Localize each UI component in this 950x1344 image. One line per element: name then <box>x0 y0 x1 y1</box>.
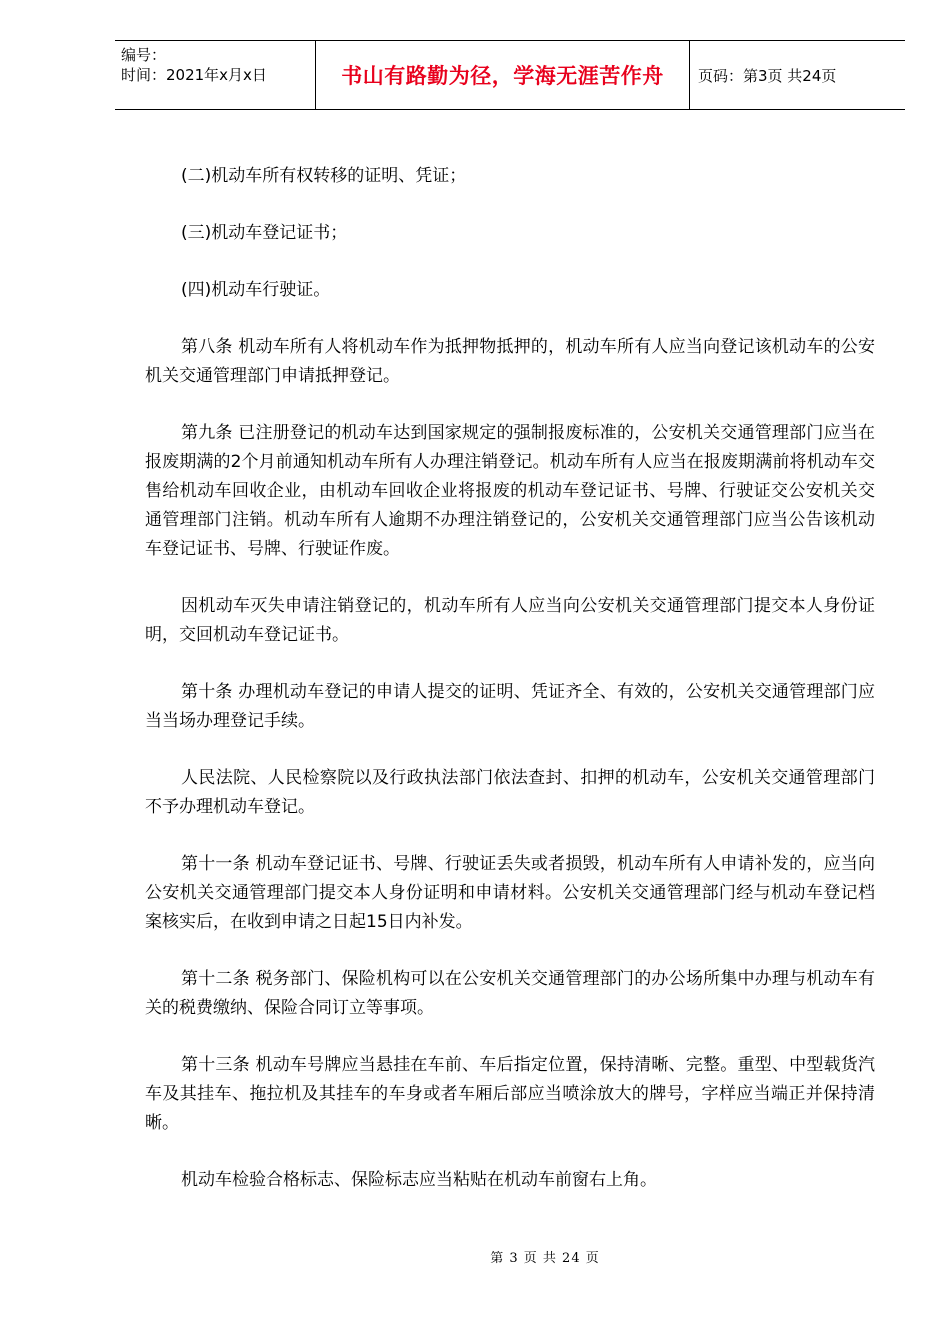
page-header <box>115 40 905 110</box>
header-motto-cell <box>316 41 690 109</box>
header-page-cell <box>690 41 905 109</box>
paragraph: (三)机动车登记证书； <box>181 223 348 243</box>
document-number-label: 编号： <box>121 46 167 64</box>
paragraph: 第十一条 机动车登记证书、号牌、行驶证丢失或者损毁，机动车所有人申请补发的，应当向公安机关交通管理部门提交本人身份证明和申请材料。公安机关交通管理部门经与机动车登记档案核实后，在收到申请之日起15日内补发。 <box>145 854 875 932</box>
paragraph: (二)机动车所有权转移的证明、凭证； <box>181 166 467 186</box>
paragraph: 第十条 办理机动车登记的申请人提交的证明、凭证齐全、有效的，公安机关交通管理部门应当当场办理登记手续。 <box>145 682 875 731</box>
footer-page-number: 第 3 页 共 24 页 <box>490 1251 600 1266</box>
paragraph: 第八条 机动车所有人将机动车作为抵押物抵押的，机动车所有人应当向登记该机动车的公安机关交通管理部门申请抵押登记。 <box>145 337 875 386</box>
header-meta-cell <box>115 41 316 109</box>
paragraph: 第九条 已注册登记的机动车达到国家规定的强制报废标准的，公安机关交通管理部门应当在报废期满的2个月前通知机动车所有人办理注销登记。机动车所有人应当在报废期满前将机动车交售给机动车回收企业，由机动车回收企业将报废的机动车登记证书、号牌、行驶证交公安机关交通管理部门注销。机动车所有人逾期不办理注销登记的，公安机关交通管理部门应当公告该机动车登记证书、号牌、行驶证作废。 <box>145 423 875 559</box>
paragraph: 因机动车灭失申请注销登记的，机动车所有人应当向公安机关交通管理部门提交本人身份证明，交回机动车登记证书。 <box>145 596 875 645</box>
document-time-label: 时间：2021年x月x日 <box>121 66 267 84</box>
paragraph: (四)机动车行驶证。 <box>181 280 331 300</box>
paragraph: 人民法院、人民检察院以及行政执法部门依法查封、扣押的机动车，公安机关交通管理部门不予办理机动车登记。 <box>145 768 875 817</box>
header-motto: 书山有路勤为径，学海无涯苦作舟 <box>341 64 664 88</box>
paragraph: 第十三条 机动车号牌应当悬挂在车前、车后指定位置，保持清晰、完整。重型、中型载货汽车及其挂车、拖拉机及其挂车的车身或者车厢后部应当喷涂放大的牌号，字样应当端正并保持清晰。 <box>145 1055 875 1133</box>
paragraph: 第十二条 税务部门、保险机构可以在公安机关交通管理部门的办公场所集中办理与机动车有关的税费缴纳、保险合同订立等事项。 <box>145 969 875 1018</box>
paragraph: 机动车检验合格标志、保险标志应当粘贴在机动车前窗右上角。 <box>181 1170 657 1190</box>
page-footer <box>0 1247 950 1266</box>
document-body <box>145 162 875 1223</box>
header-page-info: 页码：第3页 共24页 <box>698 66 837 85</box>
